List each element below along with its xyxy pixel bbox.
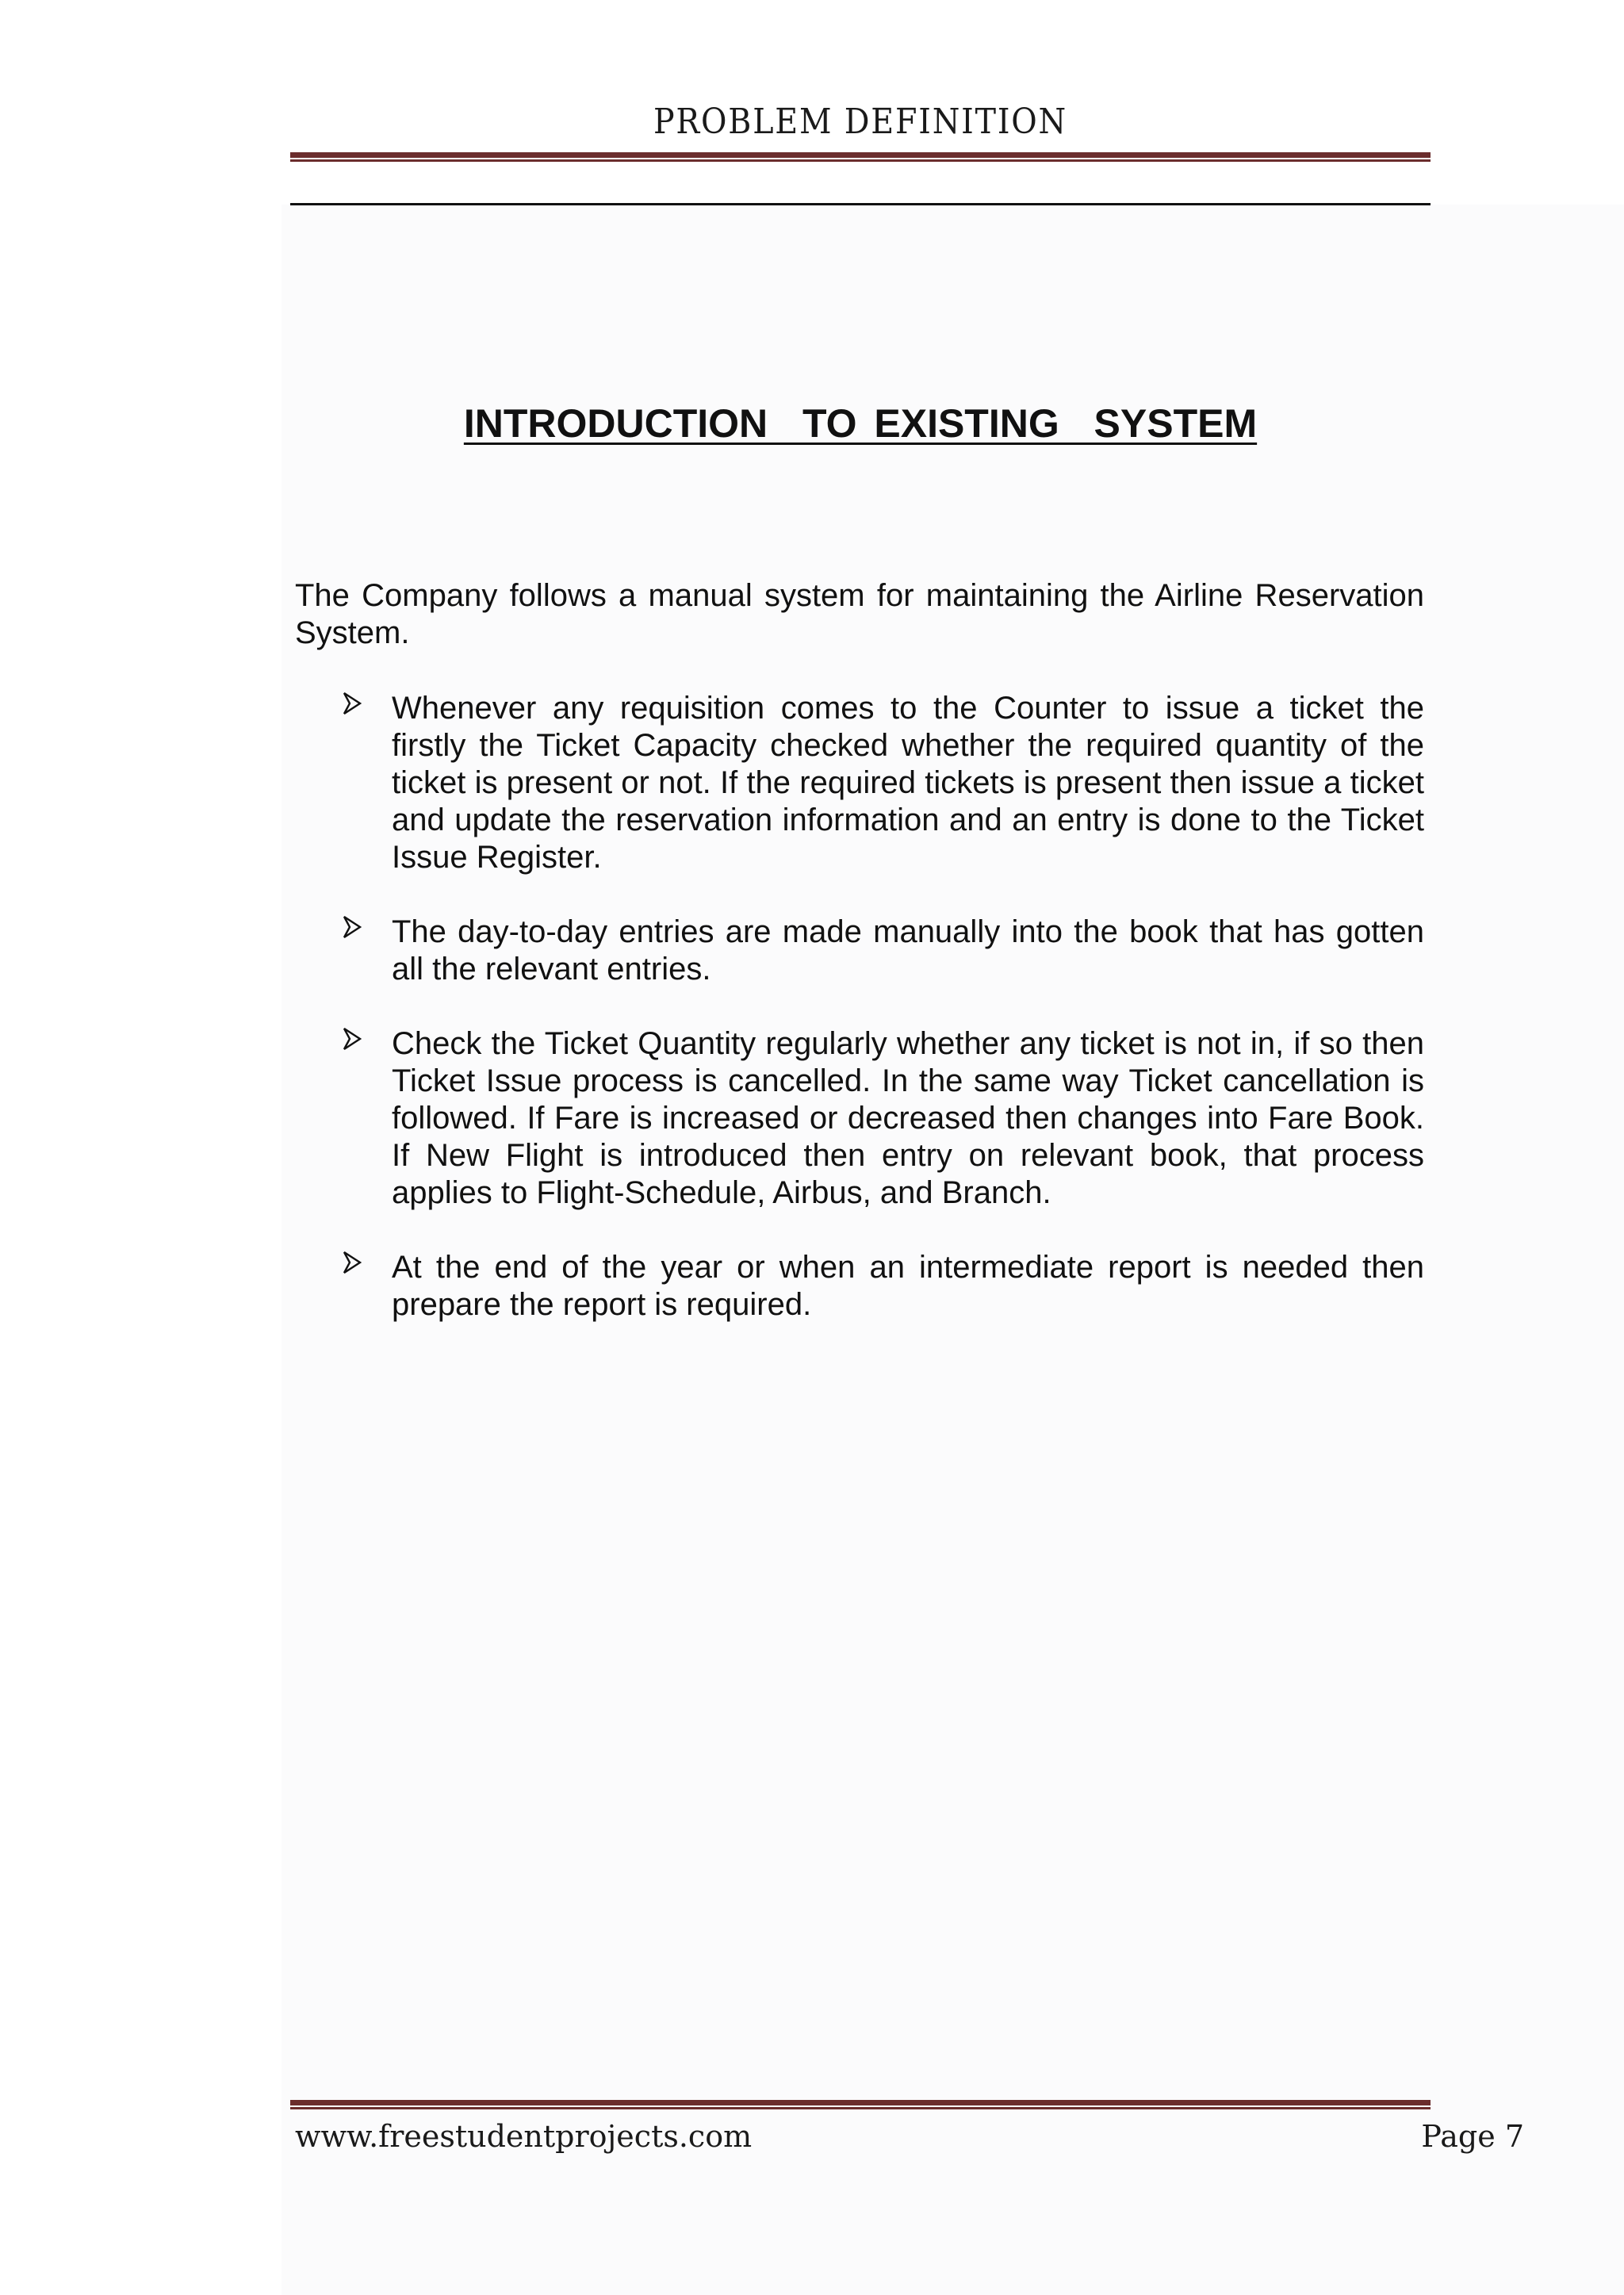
arrowhead-bullet-icon [343,692,362,715]
intro-paragraph: The Company follows a manual system for maintaining the Airline Reservation System. [295,578,1424,650]
footer-page-number: Page 7 [1421,2119,1524,2154]
bullet-text: The day-to-day entries are made manually into the book that has gotten all the relevant entries. [392,914,1424,987]
bullet-text: Check the Ticket Quantity regularly whether any ticket is not in, if so then Ticket Issue process is cancelled. In the same way Ticket cancellation is followed. If Fare is increased or decreased then changes into Fare Book. If New Flight is introduced then entry on relevant book, that process applies to Flight-Schedule, Airbus, and Branch. [392,1026,1424,1210]
bullet-list [295,690,1424,1361]
header-double-rule [290,152,1431,162]
footer-website-link[interactable]: www.freestudentprojects.com [295,2119,753,2154]
arrowhead-bullet-icon [343,1027,362,1051]
arrowhead-bullet-icon [343,915,362,939]
list-item [295,1025,1424,1212]
bullet-text: At the end of the year or when an intermediate report is needed then prepare the report is required. [392,1250,1424,1322]
list-item [295,914,1424,988]
arrowhead-bullet-icon [343,1251,362,1274]
list-item [295,1249,1424,1324]
header-divider-rule [290,203,1431,205]
list-item [295,690,1424,876]
bullet-text: Whenever any requisition comes to the Counter to issue a ticket the firstly the Ticket Capacity checked whether the required quantity of the ticket is present or not. If the required tickets is present then issue a ticket and update the reservation information and an entry is done to the Ticket Issue Register. [392,691,1424,875]
running-header-title: PROBLEM DEFINITION [653,102,1067,142]
section-title: INTRODUCTION TO EXISTING SYSTEM [463,401,1258,446]
footer-double-rule [290,2100,1431,2109]
